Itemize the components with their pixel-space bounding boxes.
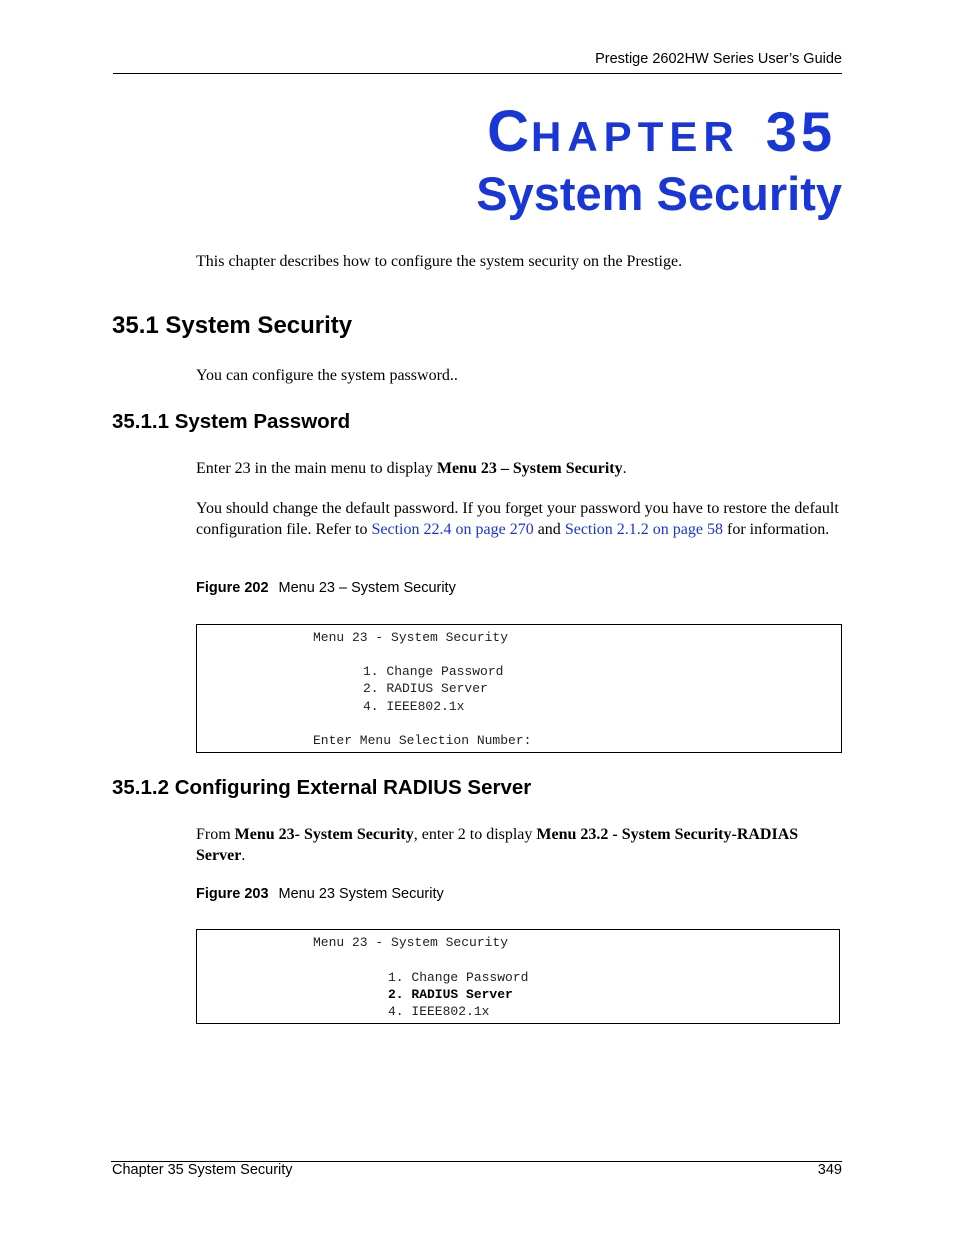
system-password-paragraph-1 xyxy=(196,459,842,480)
section-heading-35-1-2: 35.1.2 Configuring External RADIUS Server xyxy=(112,776,532,799)
menu-item-change-password: 1. Change Password xyxy=(388,970,529,985)
figure-203-label: Figure 203 xyxy=(196,886,269,902)
intro-paragraph: This chapter describes how to configure the system security on the Prestige. xyxy=(196,253,683,270)
footer-chapter-name: Chapter 35 System Security xyxy=(112,1162,293,1178)
chapter-title: System Security xyxy=(476,167,842,220)
figure-202-label: Figure 202 xyxy=(196,580,269,596)
figure-202-screen xyxy=(196,624,842,753)
p2-text-3: for information. xyxy=(723,520,830,538)
chapter-label xyxy=(487,98,836,165)
footer-page-number: 349 xyxy=(817,1162,842,1178)
p3-period: . xyxy=(241,846,246,864)
figure-203-caption xyxy=(196,886,444,902)
running-header: Prestige 2602HW Series User’s Guide xyxy=(595,51,842,67)
radius-server-paragraph xyxy=(196,825,842,866)
p3-menu-23: Menu 23- System Security xyxy=(234,826,414,843)
chapter-label-initial: C xyxy=(487,99,530,164)
menu-item-ieee8021x: 4. IEEE802.1x xyxy=(388,1004,490,1019)
header-rule xyxy=(113,73,842,74)
figure-203-screen xyxy=(196,929,840,1024)
menu-item-radius-server: 2. RADIUS Server xyxy=(363,681,488,696)
p2-text-1: You should change the default password. If you forget your password you have to restore the default configuration file. Refer to xyxy=(196,500,839,538)
section-2-1-2-link[interactable]: Section 2.1.2 on page 58 xyxy=(564,520,724,538)
p3-text-1: From xyxy=(196,826,235,843)
menu-item-change-password: 1. Change Password xyxy=(363,664,504,679)
figure-202-caption-text: Menu 23 – System Security xyxy=(278,580,456,596)
p1-period: . xyxy=(622,460,627,477)
section-35-1-paragraph: You can configure the system password.. xyxy=(196,367,458,384)
section-22-4-link[interactable]: Section 22.4 on page 270 xyxy=(371,520,534,538)
figure-202-caption xyxy=(196,580,456,596)
section-heading-35-1-1: 35.1.1 System Password xyxy=(112,410,351,433)
figure-203-caption-text: Menu 23 System Security xyxy=(278,886,444,902)
p3-menu-23-2: Menu 23.2 - System Security-RADIAS Server xyxy=(196,826,799,864)
p3-text-2: , enter 2 to display xyxy=(413,826,537,843)
p1-menu-name: Menu 23 – System Security xyxy=(436,460,623,477)
chapter-number: 35 xyxy=(765,100,836,163)
screen-title: Menu 23 - System Security xyxy=(313,935,509,950)
menu-item-radius-server-selected: 2. RADIUS Server xyxy=(388,987,513,1002)
system-password-paragraph-2 xyxy=(196,499,842,540)
chapter-label-rest: HAPTER xyxy=(531,113,740,160)
menu-item-ieee8021x: 4. IEEE802.1x xyxy=(363,699,465,714)
section-heading-35-1: 35.1 System Security xyxy=(112,312,353,339)
screen-title: Menu 23 - System Security xyxy=(313,630,509,645)
menu-selection-prompt: Enter Menu Selection Number: xyxy=(313,733,532,748)
p2-text-2: and xyxy=(533,520,565,538)
p1-text: Enter 23 in the main menu to display xyxy=(196,460,437,477)
